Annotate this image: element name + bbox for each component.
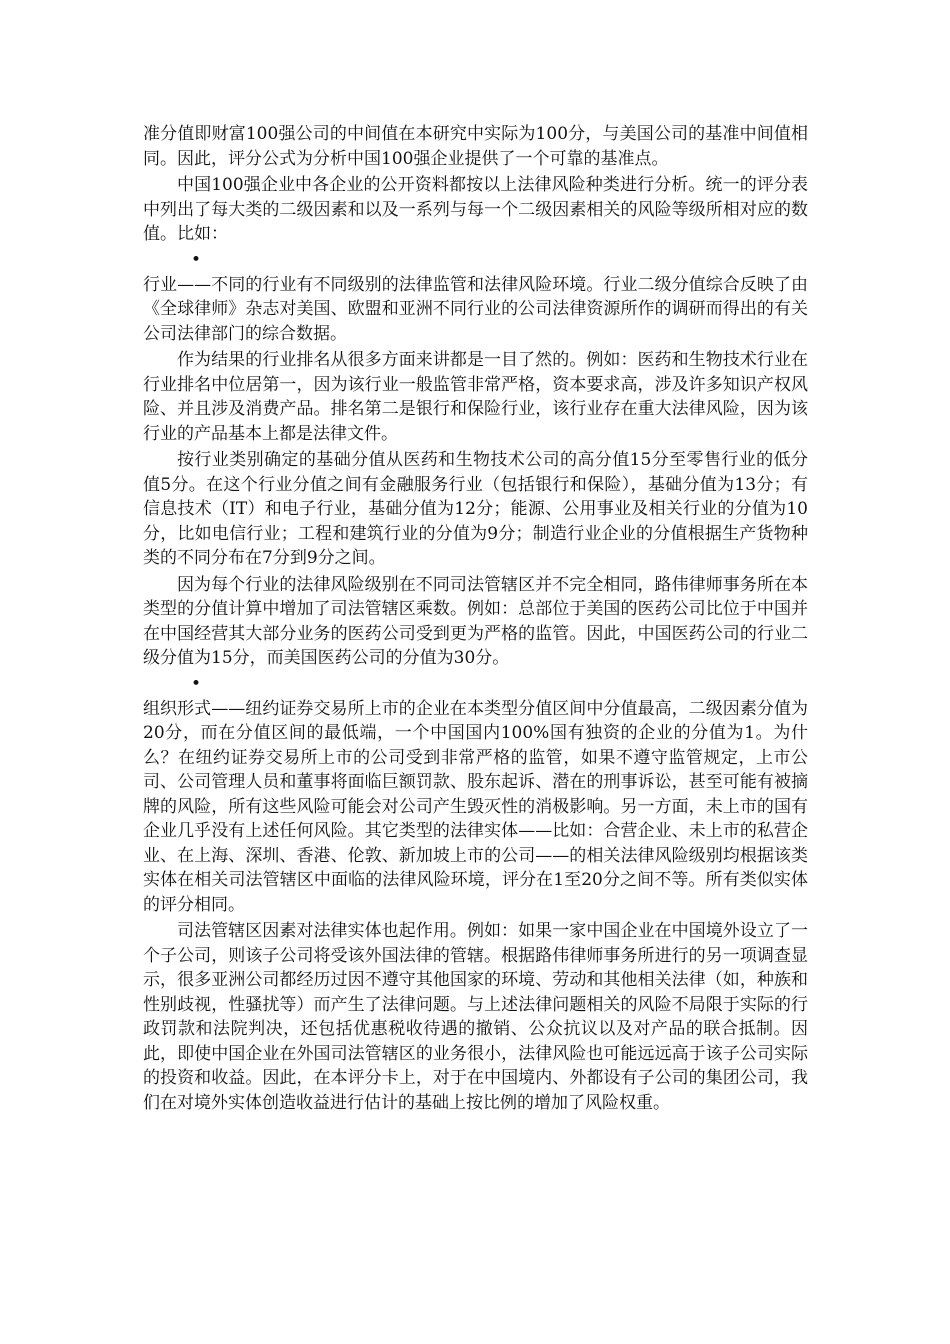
paragraph-industry-ranking: 作为结果的行业排名从很多方面来讲都是一目了然的。例如：医药和生物技术行业在行业排名中位居第一，因为该行业一般监管非常严格，资本要求高，涉及许多知识产权风险、并且涉及消费产品。排名第二是银行和保险行业，该行业存在重大法律风险，因为该行业的产品基本上都是法律文件。 xyxy=(143,350,808,444)
paragraph-scoring-table: 中国100强企业中各企业的公开资料都按以上法律风险种类进行分析。统一的评分表中列出了每大类的二级因素和以及一系列与每一个二级因素相关的风险等级所相对应的数值。比如： xyxy=(143,175,808,244)
paragraph-organization-form: 组织形式——纽约证券交易所上市的企业在本类型分值区间中分值最高，二级因素分值为20分，而在分值区间的最低端，一个中国国内100%国有独资的企业的分值为1。为什么？在纽约证券交易所上市的公司受到非常严格的监管，如果不遵守监管规定，上市公司、公司管理人员和董事将面临巨额罚款、股东起诉、潜在的刑事诉讼，甚至可能有被摘牌的风险，所有这些风险可能会对公司产生毁灭性的消极影响。另一方面，未上市的国有企业几乎没有上述任何风险。其它类型的法律实体——比如：合营企业、未上市的私营企业、在上海、深圳、香港、伦敦、新加坡上市的公司——的相关法律风险级别均根据该类实体在相关司法管辖区中面临的法律风险环境，评分在1至20分之间不等。所有类似实体的评分相同。 xyxy=(143,698,808,915)
paragraph-industry: 行业——不同的行业有不同级别的法律监管和法律风险环境。行业二级分值综合反映了由《全球律师》杂志对美国、欧盟和亚洲不同行业的公司法律资源所作的调研而得出的有关公司法律部门的综合数据。 xyxy=(143,274,808,344)
bullet-icon: • xyxy=(191,249,202,270)
paragraph-benchmark-value: 准分值即财富100强公司的中间值在本研究中实际为100分，与美国公司的基准中间值相同。因此，评分公式为分析中国100强企业提供了一个可靠的基准点。 xyxy=(143,124,808,169)
paragraph-jurisdiction-multiplier: 因为每个行业的法律风险级别在不同司法管辖区并不完全相同，路伟律师事务所在本类型的分值计算中增加了司法管辖区乘数。例如：总部位于美国的医药公司比位于中国并在中国经营其大部分业务的医药公司受到更为严格的监管。因此，中国医药公司的行业二级分值为15分，而美国医药公司的分值为30分。 xyxy=(143,574,808,668)
paragraph-industry-base-scores: 按行业类别确定的基础分值从医药和生物技术公司的高分值15分至零售行业的低分值5分。在这个行业分值之间有金融服务行业（包括银行和保险），基础分值为13分；有信息技术（IT）和电子行业，基础分值为12分；能源、公用事业及相关行业的分值为10分，比如电信行业；工程和建筑行业的分值为9分；制造行业企业的分值根据生产货物种类的不同分布在7分到9分之间。 xyxy=(143,450,808,568)
bullet-icon: • xyxy=(191,673,202,694)
bullet-item-organization xyxy=(143,673,808,695)
bullet-item-industry xyxy=(143,249,808,271)
paragraph-jurisdiction-entity: 司法管辖区因素对法律实体也起作用。例如：如果一家中国企业在中国境外设立了一个子公司，则该子公司将受该外国法律的管辖。根据路伟律师事务所进行的另一项调查显示，很多亚洲公司都经历过因不遵守其他国家的环境、劳动和其他相关法律（如，种族和性别歧视，性骚扰等）而产生了法律问题。与上述法律问题相关的风险不局限于实际的行政罚款和法院判决，还包括优惠税收待遇的撤销、公众抗议以及对产品的联合抵制。因此，即使中国企业在外国司法管辖区的业务很小，法律风险也可能远远高于该子公司实际的投资和收益。因此，在本评分卡上，对于在中国境内、外都设有子公司的集团公司，我们在对境外实体创造收益进行估计的基础上按比例的增加了风险权重。 xyxy=(143,921,808,1113)
document-body xyxy=(143,122,808,1117)
